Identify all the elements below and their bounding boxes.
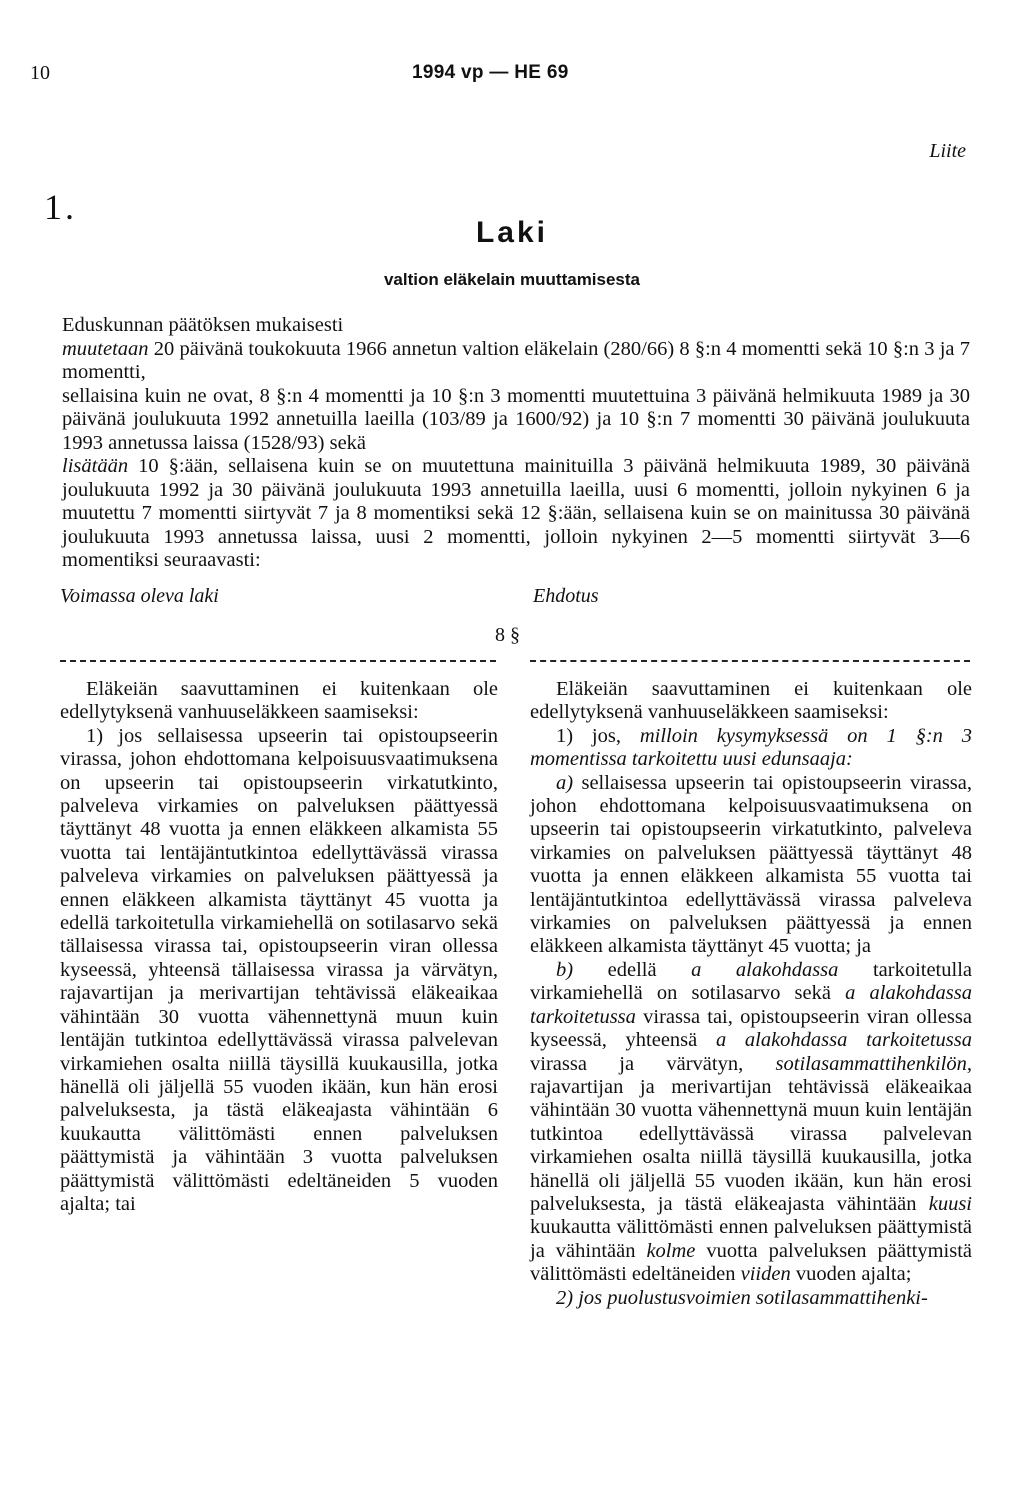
law-title: Laki xyxy=(475,216,549,249)
text-span: sellaisessa upseerin tai opistoupseerin virassa, johon ehdottomana kelpoisuusvaatimuksena on upseerin tai opistoupseerin virkatutkinto, palveleva virkamies on palveluksen päättyessä täyttänyt 48 vuotta ja ennen eläkkeen alkamista 55 vuotta tai lentäjäntutkintoa edellyttävässä virassa palveleva virkamies on palveluksen päättyessä ja ennen eläkkeen alkamista täyttänyt 45 vuotta; ja xyxy=(530,771,972,958)
intro-paragraph: sellaisina kuin ne ovat, 8 §:n 4 momentti ja 10 §:n 3 momentti muutettuina 3 päivänä helmikuuta 1989 ja 30 päivänä joulukuuta 1992 annetuilla laeilla (103/89 ja 1600/92) ja 10 §:n 7 momentti 30 päivänä joulukuuta 1993 annetussa laissa (1528/93) sekä xyxy=(62,384,970,454)
column-paragraph: Eläkeiän saavuttaminen ei kuitenkaan ole edellytyksenä vanhuuseläkkeen saamiseksi: xyxy=(60,678,498,724)
column-paragraph xyxy=(530,959,972,1287)
italic-span: a alakohdassa tarkoitetussa xyxy=(715,1029,972,1052)
column-paragraph: Eläkeiän saavuttaminen ei kuitenkaan ole edellytyksenä vanhuuseläkkeen saamiseksi: xyxy=(530,678,972,724)
italic-span: a alakohdassa tarkoitetussa xyxy=(530,982,973,1028)
italic-span: kolme xyxy=(646,1239,696,1262)
law-number: 1. xyxy=(44,187,77,227)
text-span: 1) jos, xyxy=(556,724,640,747)
intro-paragraph: Eduskunnan päätöksen mukaisesti xyxy=(62,314,344,336)
amend-keyword: muutetaan xyxy=(62,337,149,360)
column-paragraph xyxy=(530,725,972,772)
column-paragraph: 1) jos sellaisessa upseerin tai opistoupseerin virassa, johon ehdottomana kelpoisuusvaatimuksena on upseerin tai opistoupseerin virkatutkinto, palveleva virkamies on palveluksen päättyessä täyttänyt 48 vuotta ja ennen eläkkeen alkamista 55 vuotta tai lentäjäntutkintoa edellyttävässä virassa palveleva virkamies on palveluksen päättyessä ja ennen eläkkeen alkamista täyttänyt 45 vuotta ja edellä tarkoitetulla virkamiehellä on sotilasarvo sekä tällaisessa virassa tai, opistoupseerin viran ollessa kyseessä, yhteensä tällaisessa virassa ja värvätyn, rajavartijan ja merivartijan tehtävissä eläkeaikaa vähintään 30 vuotta vähennettynä muun kuin lentäjän tutkintoa edellyttävässä virassa palvelevan virkamiehen osalta niillä täysillä kuukausilla, jotka hänellä oli jäljellä 55 vuoden ikään, kun hän erosi palveluksesta, ja tästä eläkeajasta vähintään 6 kuukautta välittömästi ennen palveluksen päättymistä ja vähintään 3 vuotta palveluksen päättymistä välittömästi edeltäneiden 5 vuoden ajalta; tai xyxy=(60,724,498,1215)
item-letter: a) xyxy=(556,771,574,794)
text-span: rajavartijan ja merivartijan tehtävissä eläkeaikaa vähintään 30 vuotta vähennettynä muun kuin lentäjän tutkintoa edellyttävässä virassa palvelevan virkamiehen osalta niillä täysillä kuukausilla, jotka hänellä oli jäljellä 55 vuoden ikään, kun hän erosi palveluksesta, ja tästä eläkeajasta vähintään xyxy=(530,1075,972,1215)
intro-text-span: 10 §:ään, sellaisena kuin se on muutettuna mainituilla 3 päivänä helmikuuta 1989, 30 päivänä joulukuuta 1992 ja 30 päivänä joulukuuta 1993 annetuilla laeilla, uusi 6 momentti, jolloin nykyinen 6 ja muutettu 7 momentti siirtyvät 7 ja 8 momentiksi sekä 12 §:ään, sellaisena kuin se on mainitussa 30 päivänä joulukuuta 1993 annetussa laissa, uusi 2 momentti, jolloin nykyinen 2—5 momentti siirtyvät 3—6 momentiksi seuraavasti: xyxy=(62,455,970,571)
text-span: vuoden ajalta; xyxy=(790,1263,912,1286)
item-letter: b) xyxy=(556,958,574,981)
section-mark: 8 § xyxy=(495,624,520,646)
text-span: kuukautta välittömästi ennen palveluksen päättymistä ja vähintään xyxy=(530,1216,972,1262)
text-span: edellä xyxy=(573,958,692,981)
current-law-heading: Voimassa oleva laki xyxy=(60,585,219,607)
intro-text xyxy=(62,314,970,573)
proposal-heading: Ehdotus xyxy=(533,585,599,607)
running-head: 1994 vp — HE 69 xyxy=(412,62,569,83)
page-number: 10 xyxy=(30,62,50,84)
omission-dashes-left xyxy=(60,660,496,664)
column-paragraph xyxy=(530,1287,972,1310)
intro-text-span: 20 päivänä toukokuuta 1966 annetun valtion eläkelain (280/66) 8 §:n 4 momentti sekä 10 §:n 3 ja 7 momentti, xyxy=(62,337,970,383)
add-keyword: lisätään xyxy=(62,455,129,477)
intro-paragraph xyxy=(62,338,970,385)
omission-dashes-right xyxy=(530,660,970,664)
italic-span: a alakohdassa xyxy=(691,958,839,981)
italic-span: kuusi xyxy=(928,1192,972,1215)
current-law-column xyxy=(60,678,498,1216)
intro-paragraph xyxy=(62,455,970,573)
column-paragraph xyxy=(530,772,972,959)
italic-span: 2) jos puolustusvoimien sotilasammattihenki- xyxy=(556,1286,928,1309)
italic-span: viiden xyxy=(740,1263,791,1286)
text-span: virassa tai, opistoupseerin viran ollessa kyseessä, yhteensä xyxy=(530,1005,972,1052)
appendix-label: Liite xyxy=(929,140,966,162)
law-subtitle: valtion eläkelain muuttamisesta xyxy=(383,270,641,289)
proposal-column xyxy=(530,678,972,1310)
italic-span: milloin kysymyksessä on 1 §:n 3 momentissa tarkoitettu uusi edunsaaja: xyxy=(530,724,972,771)
text-span: vuotta palveluksen päättymistä välittömästi edeltäneiden xyxy=(530,1239,972,1286)
text-span: tarkoitetulla virkamiehellä on sotilasarvo sekä xyxy=(530,958,972,1005)
italic-span: sotilasammattihenkilön, xyxy=(775,1052,972,1075)
text-span: virassa ja värvätyn, xyxy=(530,1052,776,1075)
